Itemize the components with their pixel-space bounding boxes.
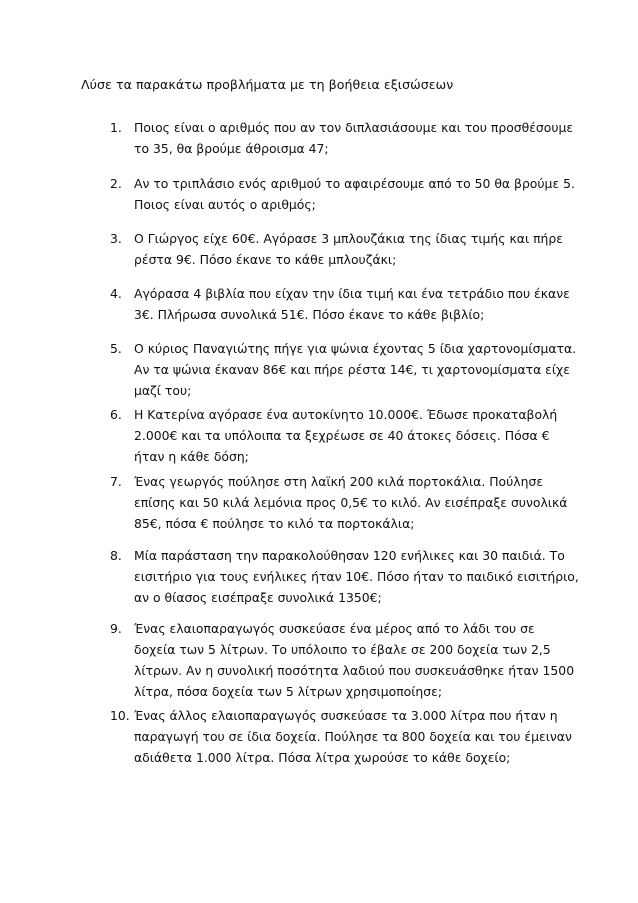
problem-number: 1. [110, 120, 122, 135]
problem-number: 6. [110, 407, 122, 422]
problem-text-line: παραγωγή του σε ίδια δοχεία. Πούλησε τα 800 δοχεία και του έμειναν [134, 729, 572, 744]
problem-number: 10. [110, 708, 130, 723]
problem-text-line: αδιάθετα 1.000 λίτρα. Πόσα λίτρα χωρούσε το κάθε δοχείο; [134, 750, 511, 765]
problem-text-line: 3€. Πλήρωσα συνολικά 51€. Πόσο έκανε το κάθε βιβλίο; [134, 307, 485, 322]
problem-text-line: Ο Γιώργος είχε 60€. Αγόρασε 3 μπλουζάκια της ίδιας τιμής και πήρε [134, 231, 563, 246]
problem-text-line: δοχεία των 5 λίτρων. Το υπόλοιπο το έβαλε σε 200 δοχεία των 2,5 [134, 642, 551, 657]
problem-text-line: 85€, πόσα € πούλησε το κιλό τα πορτοκάλια; [134, 516, 415, 531]
problem-text-line: Αγόρασα 4 βιβλία που είχαν την ίδια τιμή και ένα τετράδιο που έκανε [134, 286, 570, 301]
problem-text-line: Αν τα ψώνια έκαναν 86€ και πήρε ρέστα 14€, τι χαρτονομίσματα είχε [134, 362, 570, 377]
problem-text-line: Ποιος είναι αυτός ο αριθμός; [134, 197, 316, 212]
problem-text-line: Ένας άλλος ελαιοπαραγωγός συσκεύασε τα 3.000 λίτρα που ήταν η [134, 708, 558, 723]
problem-text-line: 2.000€ και τα υπόλοιπα τα ξεχρέωσε σε 40 άτοκες δόσεις. Πόσα € [134, 428, 550, 443]
problem-text-line: Ένας γεωργός πούλησε στη λαϊκή 200 κιλά πορτοκάλια. Πούλησε [134, 474, 544, 489]
problem-text-line: Μία παράσταση την παρακολούθησαν 120 ενήλικες και 30 παιδιά. Το [134, 548, 565, 563]
problem-text-line: το 35, θα βρούμε άθροισμα 47; [134, 141, 329, 156]
problem-number: 3. [110, 231, 122, 246]
problem-text-line: λίτρα, πόσα δοχεία των 5 λίτρων χρησιμοποίησε; [134, 684, 443, 699]
problem-number: 2. [110, 176, 122, 191]
problem-text-line: ήταν η κάθε δόση; [134, 449, 249, 464]
problem-number: 8. [110, 548, 122, 563]
problem-text-line: Η Κατερίνα αγόρασε ένα αυτοκίνητο 10.000€. Έδωσε προκαταβολή [134, 407, 558, 422]
problem-text-line: Ποιος είναι ο αριθμός που αν τον διπλασιάσουμε και του προσθέσουμε [134, 120, 574, 135]
problem-number: 5. [110, 341, 122, 356]
problem-text-line: Ένας ελαιοπαραγωγός συσκεύασε ένα μέρος από το λάδι του σε [134, 621, 535, 636]
problem-text-line: μαζί του; [134, 383, 192, 398]
problem-text-line: εισιτήριο για τους ενήλικες ήταν 10€. Πόσο ήταν το παιδικό εισιτήριο, [134, 569, 579, 584]
worksheet-title: Λύσε τα παρακάτω προβλήματα με τη βοήθεια εξισώσεων [81, 77, 454, 92]
problem-text-line: λίτρων. Αν η συνολική ποσότητα λαδιού που συσκευάσθηκε ήταν 1500 [134, 663, 575, 678]
problem-text-line: Αν το τριπλάσιο ενός αριθμού το αφαιρέσουμε από το 50 θα βρούμε 5. [134, 176, 575, 191]
problem-text-line: Ο κύριος Παναγιώτης πήγε για ψώνια έχοντας 5 ίδια χαρτονομίσματα. [134, 341, 577, 356]
problem-number: 7. [110, 474, 122, 489]
problem-number: 4. [110, 286, 122, 301]
problem-text-line: ρέστα 9€. Πόσο έκανε το κάθε μπλουζάκι; [134, 252, 397, 267]
problem-text-line: αν ο θίασος εισέπραξε συνολικά 1350€; [134, 590, 382, 605]
problem-number: 9. [110, 621, 122, 636]
problem-text-line: επίσης και 50 κιλά λεμόνια προς 0,5€ το κιλό. Αν εισέπραξε συνολικά [134, 495, 568, 510]
